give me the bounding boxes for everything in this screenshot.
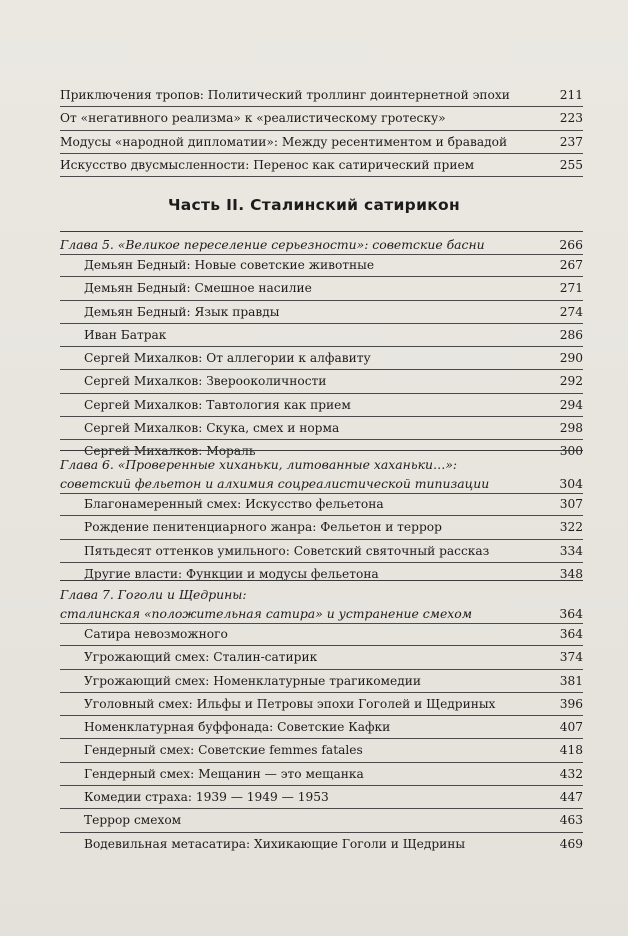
toc-entry[interactable] bbox=[60, 277, 583, 300]
entry-title: Другие власти: Функции и модусы фельетона bbox=[84, 566, 379, 581]
entry-page: 274 bbox=[559, 304, 583, 319]
entry-title: Гендерный смех: Мещанин — это мещанка bbox=[84, 766, 364, 781]
toc-entry[interactable] bbox=[60, 693, 583, 716]
entry-title: Сатира невозможного bbox=[84, 627, 228, 641]
toc-entry[interactable] bbox=[60, 154, 583, 177]
chapter-heading[interactable] bbox=[60, 585, 583, 604]
entry-page: 348 bbox=[559, 566, 583, 581]
entry-title: Комедии страха: 1939 — 1949 — 1953 bbox=[84, 790, 329, 805]
toc-entry[interactable] bbox=[60, 563, 583, 585]
entry-page: 447 bbox=[559, 790, 583, 805]
entry-page: 418 bbox=[559, 743, 583, 758]
chapter-6-sections bbox=[60, 493, 583, 585]
entry-page: 223 bbox=[559, 111, 583, 126]
chapter-title: Глава 5. «Великое переселение серьезности»: советские басни bbox=[60, 237, 485, 252]
toc-entry[interactable] bbox=[60, 809, 583, 832]
entry-title: Водевильная метасатира: Хихикающие Гоголи и Щедрины bbox=[84, 836, 466, 851]
chapter-7-sections bbox=[60, 623, 583, 855]
toc-entry[interactable] bbox=[60, 370, 583, 393]
toc-entry[interactable] bbox=[60, 254, 583, 277]
toc-top-list bbox=[60, 84, 583, 177]
chapter-title-line2: советский фельетон и алхимия соцреалистической типизации bbox=[60, 476, 490, 491]
toc-entry[interactable] bbox=[60, 347, 583, 370]
toc-entry[interactable] bbox=[60, 417, 583, 440]
toc-entry[interactable] bbox=[60, 516, 583, 539]
chapter-divider bbox=[60, 450, 583, 451]
entry-title: Рождение пенитенциарного жанра: Фельетон и террор bbox=[84, 520, 442, 535]
toc-entry[interactable] bbox=[60, 833, 583, 855]
toc-entry[interactable] bbox=[60, 786, 583, 809]
entry-title: Демьян Бедный: Новые советские животные bbox=[84, 258, 375, 272]
entry-title: Искусство двусмысленности: Перенос как сатирический прием bbox=[60, 157, 475, 172]
entry-page: 432 bbox=[559, 766, 583, 781]
chapter-title-line2: сталинская «положительная сатира» и устранение смехом bbox=[60, 606, 473, 621]
entry-title: Пятьдесят оттенков умильного: Советский святочный рассказ bbox=[84, 543, 490, 558]
entry-page: 469 bbox=[559, 836, 583, 851]
entry-title: Гендерный смех: Советские femmes fatales bbox=[84, 743, 363, 758]
entry-page: 307 bbox=[559, 497, 583, 511]
entry-page: 407 bbox=[559, 720, 583, 735]
chapter-heading[interactable] bbox=[60, 455, 583, 474]
entry-page: 334 bbox=[559, 543, 583, 558]
entry-page: 298 bbox=[559, 421, 583, 436]
entry-title: Номенклатурная буффонада: Советские Кафки bbox=[84, 720, 391, 735]
entry-title: Благонамеренный смех: Искусство фельетона bbox=[84, 497, 384, 511]
entry-page: 396 bbox=[559, 696, 583, 711]
entry-title: Иван Батрак bbox=[84, 327, 167, 342]
chapter-5 bbox=[60, 235, 583, 255]
entry-page: 294 bbox=[559, 397, 583, 412]
entry-page: 290 bbox=[559, 351, 583, 366]
toc-entry[interactable] bbox=[60, 131, 583, 154]
entry-title: Приключения тропов: Политический троллинг доинтернетной эпохи bbox=[60, 88, 510, 102]
entry-page: 267 bbox=[559, 258, 583, 272]
entry-page: 211 bbox=[559, 88, 583, 102]
entry-title: Сергей Михалков: Зверооколичности bbox=[84, 374, 327, 389]
entry-title: Сергей Михалков: Тавтология как прием bbox=[84, 397, 351, 412]
chapter-6 bbox=[60, 455, 583, 494]
entry-title: Сергей Михалков: Мораль bbox=[84, 444, 256, 459]
entry-title: Модусы «народной дипломатии»: Между ресентиментом и бравадой bbox=[60, 134, 508, 149]
entry-page: 237 bbox=[559, 134, 583, 149]
chapter-heading[interactable] bbox=[60, 235, 583, 255]
toc-entry[interactable] bbox=[60, 324, 583, 347]
chapter-7 bbox=[60, 585, 583, 624]
entry-page: 286 bbox=[559, 327, 583, 342]
entry-page: 322 bbox=[559, 520, 583, 535]
entry-page: 271 bbox=[559, 281, 583, 296]
chapter-page: 364 bbox=[559, 606, 583, 621]
toc-entry[interactable] bbox=[60, 623, 583, 646]
entry-page: 374 bbox=[559, 650, 583, 665]
entry-page: 381 bbox=[559, 673, 583, 688]
entry-title: Террор смехом bbox=[84, 813, 182, 828]
toc-entry[interactable] bbox=[60, 301, 583, 324]
entry-page: 292 bbox=[559, 374, 583, 389]
chapter-heading-cont[interactable] bbox=[60, 604, 583, 624]
chapter-title-line1: Глава 6. «Проверенные хиханьки, литованные хаханьки…»: bbox=[60, 457, 458, 472]
chapter-title-line1: Глава 7. Гоголи и Щедрины: bbox=[60, 587, 247, 602]
entry-title: Демьян Бедный: Язык правды bbox=[84, 304, 280, 319]
chapter-page: 304 bbox=[559, 476, 583, 491]
entry-page: 300 bbox=[559, 444, 583, 459]
toc-entry[interactable] bbox=[60, 493, 583, 516]
entry-title: Уголовный смех: Ильфы и Петровы эпохи Гоголей и Щедриных bbox=[84, 696, 496, 711]
toc-entry[interactable] bbox=[60, 763, 583, 786]
entry-page: 463 bbox=[559, 813, 583, 828]
entry-title: Угрожающий смех: Сталин-сатирик bbox=[84, 650, 318, 665]
entry-page: 255 bbox=[559, 157, 583, 172]
entry-title: От «негативного реализма» к «реалистическому гротеску» bbox=[60, 111, 446, 126]
toc-entry[interactable] bbox=[60, 394, 583, 417]
chapter-divider bbox=[60, 580, 583, 581]
entry-title: Сергей Михалков: Скука, смех и норма bbox=[84, 421, 340, 436]
toc-entry[interactable] bbox=[60, 646, 583, 669]
toc-entry[interactable] bbox=[60, 670, 583, 693]
chapter-5-sections bbox=[60, 254, 583, 463]
entry-title: Угрожающий смех: Номенклатурные трагикомедии bbox=[84, 673, 421, 688]
part-title: Часть II. Сталинский сатирикон bbox=[167, 196, 461, 214]
chapter-divider bbox=[60, 231, 583, 232]
entry-title: Демьян Бедный: Смешное насилие bbox=[84, 281, 312, 296]
toc-entry[interactable] bbox=[60, 739, 583, 762]
toc-entry[interactable] bbox=[60, 84, 583, 107]
entry-page: 364 bbox=[559, 627, 583, 641]
toc-entry[interactable] bbox=[60, 540, 583, 563]
toc-entry[interactable] bbox=[60, 107, 583, 130]
chapter-heading-cont[interactable] bbox=[60, 474, 583, 494]
entry-title: Сергей Михалков: От аллегории к алфавиту bbox=[84, 351, 371, 366]
chapter-page: 266 bbox=[559, 237, 583, 252]
toc-entry[interactable] bbox=[60, 716, 583, 739]
